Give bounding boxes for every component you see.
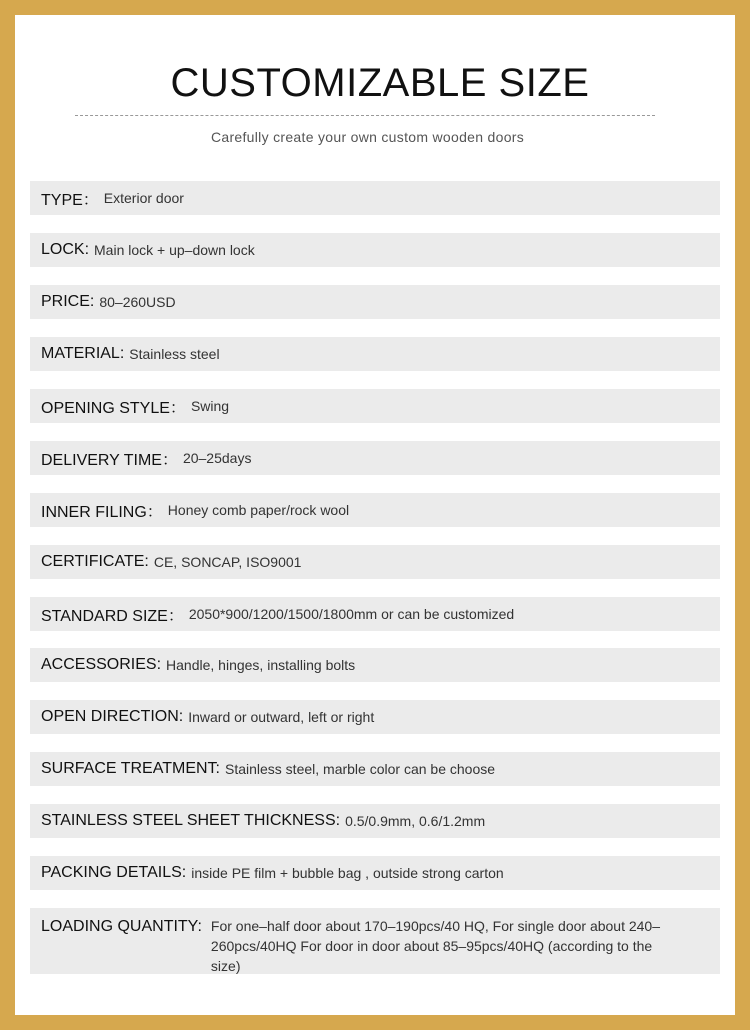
spec-label: ACCESSORIES: [41,656,162,673]
spec-label: CERTIFICATE: [41,553,149,570]
spec-value: Handle, hinges, installing bolts [166,657,356,673]
spec-row-certificate [30,545,720,579]
spec-value: CE, SONCAP, ISO9001 [153,554,302,570]
spec-value: 80–260USD [99,294,176,310]
spec-label: STAINLESS STEEL SHEET THICKNESS: [41,812,341,829]
spec-value: inside PE film + bubble bag , outside strong carton [191,865,504,881]
spec-label: LOCK: [41,241,90,258]
spec-row-type [30,181,720,215]
spec-value: For one–half door about 170–190pcs/40 HQ, For single door about 240–260pcs/40HQ For door in door about 85–95pcs/40HQ (according to the size) [210,918,661,974]
content-panel [15,15,735,1015]
spec-row-opening-style [30,389,720,423]
spec-value: Exterior door [103,190,184,206]
spec-value: 2050*900/1200/1500/1800mm or can be customized [188,606,515,622]
spec-row-inner-filing [30,493,720,527]
spec-value: Stainless steel [129,346,220,362]
spec-label: OPENING STYLE： [41,399,186,417]
spec-value: Swing [190,398,230,414]
spec-row-packing-details [30,856,720,890]
spec-label: INNER FILING： [41,503,163,521]
spec-value: Stainless steel, marble color can be choose [224,761,496,777]
spec-label: LOADING QUANTITY: [41,918,202,935]
title-divider [75,115,655,116]
spec-label: MATERIAL: [41,345,125,362]
spec-label: OPEN DIRECTION: [41,708,184,725]
spec-row-delivery-time [30,441,720,475]
spec-label: STANDARD SIZE： [41,607,184,625]
page-subtitle: Carefully create your own custom wooden doors [210,129,525,145]
spec-value: 20–25days [182,450,252,466]
spec-label: PRICE: [41,293,95,310]
spec-row-price [30,285,720,319]
spec-label: PACKING DETAILS: [41,864,187,881]
spec-row-material [30,337,720,371]
spec-row-loading-quantity [30,908,720,974]
spec-row-open-direction [30,700,720,734]
spec-value: 0.5/0.9mm, 0.6/1.2mm [345,813,486,829]
spec-row-surface-treatment [30,752,720,786]
spec-value: Honey comb paper/rock wool [167,502,350,518]
spec-label: DELIVERY TIME： [41,451,178,469]
spec-row-standard-size [30,597,720,631]
spec-row-accessories [30,648,720,682]
spec-row-sheet-thickness [30,804,720,838]
spec-value: Main lock + up–down lock [94,242,255,258]
page-title: CUSTOMIZABLE SIZE [170,61,590,105]
spec-row-lock [30,233,720,267]
spec-label: TYPE： [41,191,99,209]
spec-value: Inward or outward, left or right [188,709,375,725]
spec-label: SURFACE TREATMENT: [41,760,220,777]
